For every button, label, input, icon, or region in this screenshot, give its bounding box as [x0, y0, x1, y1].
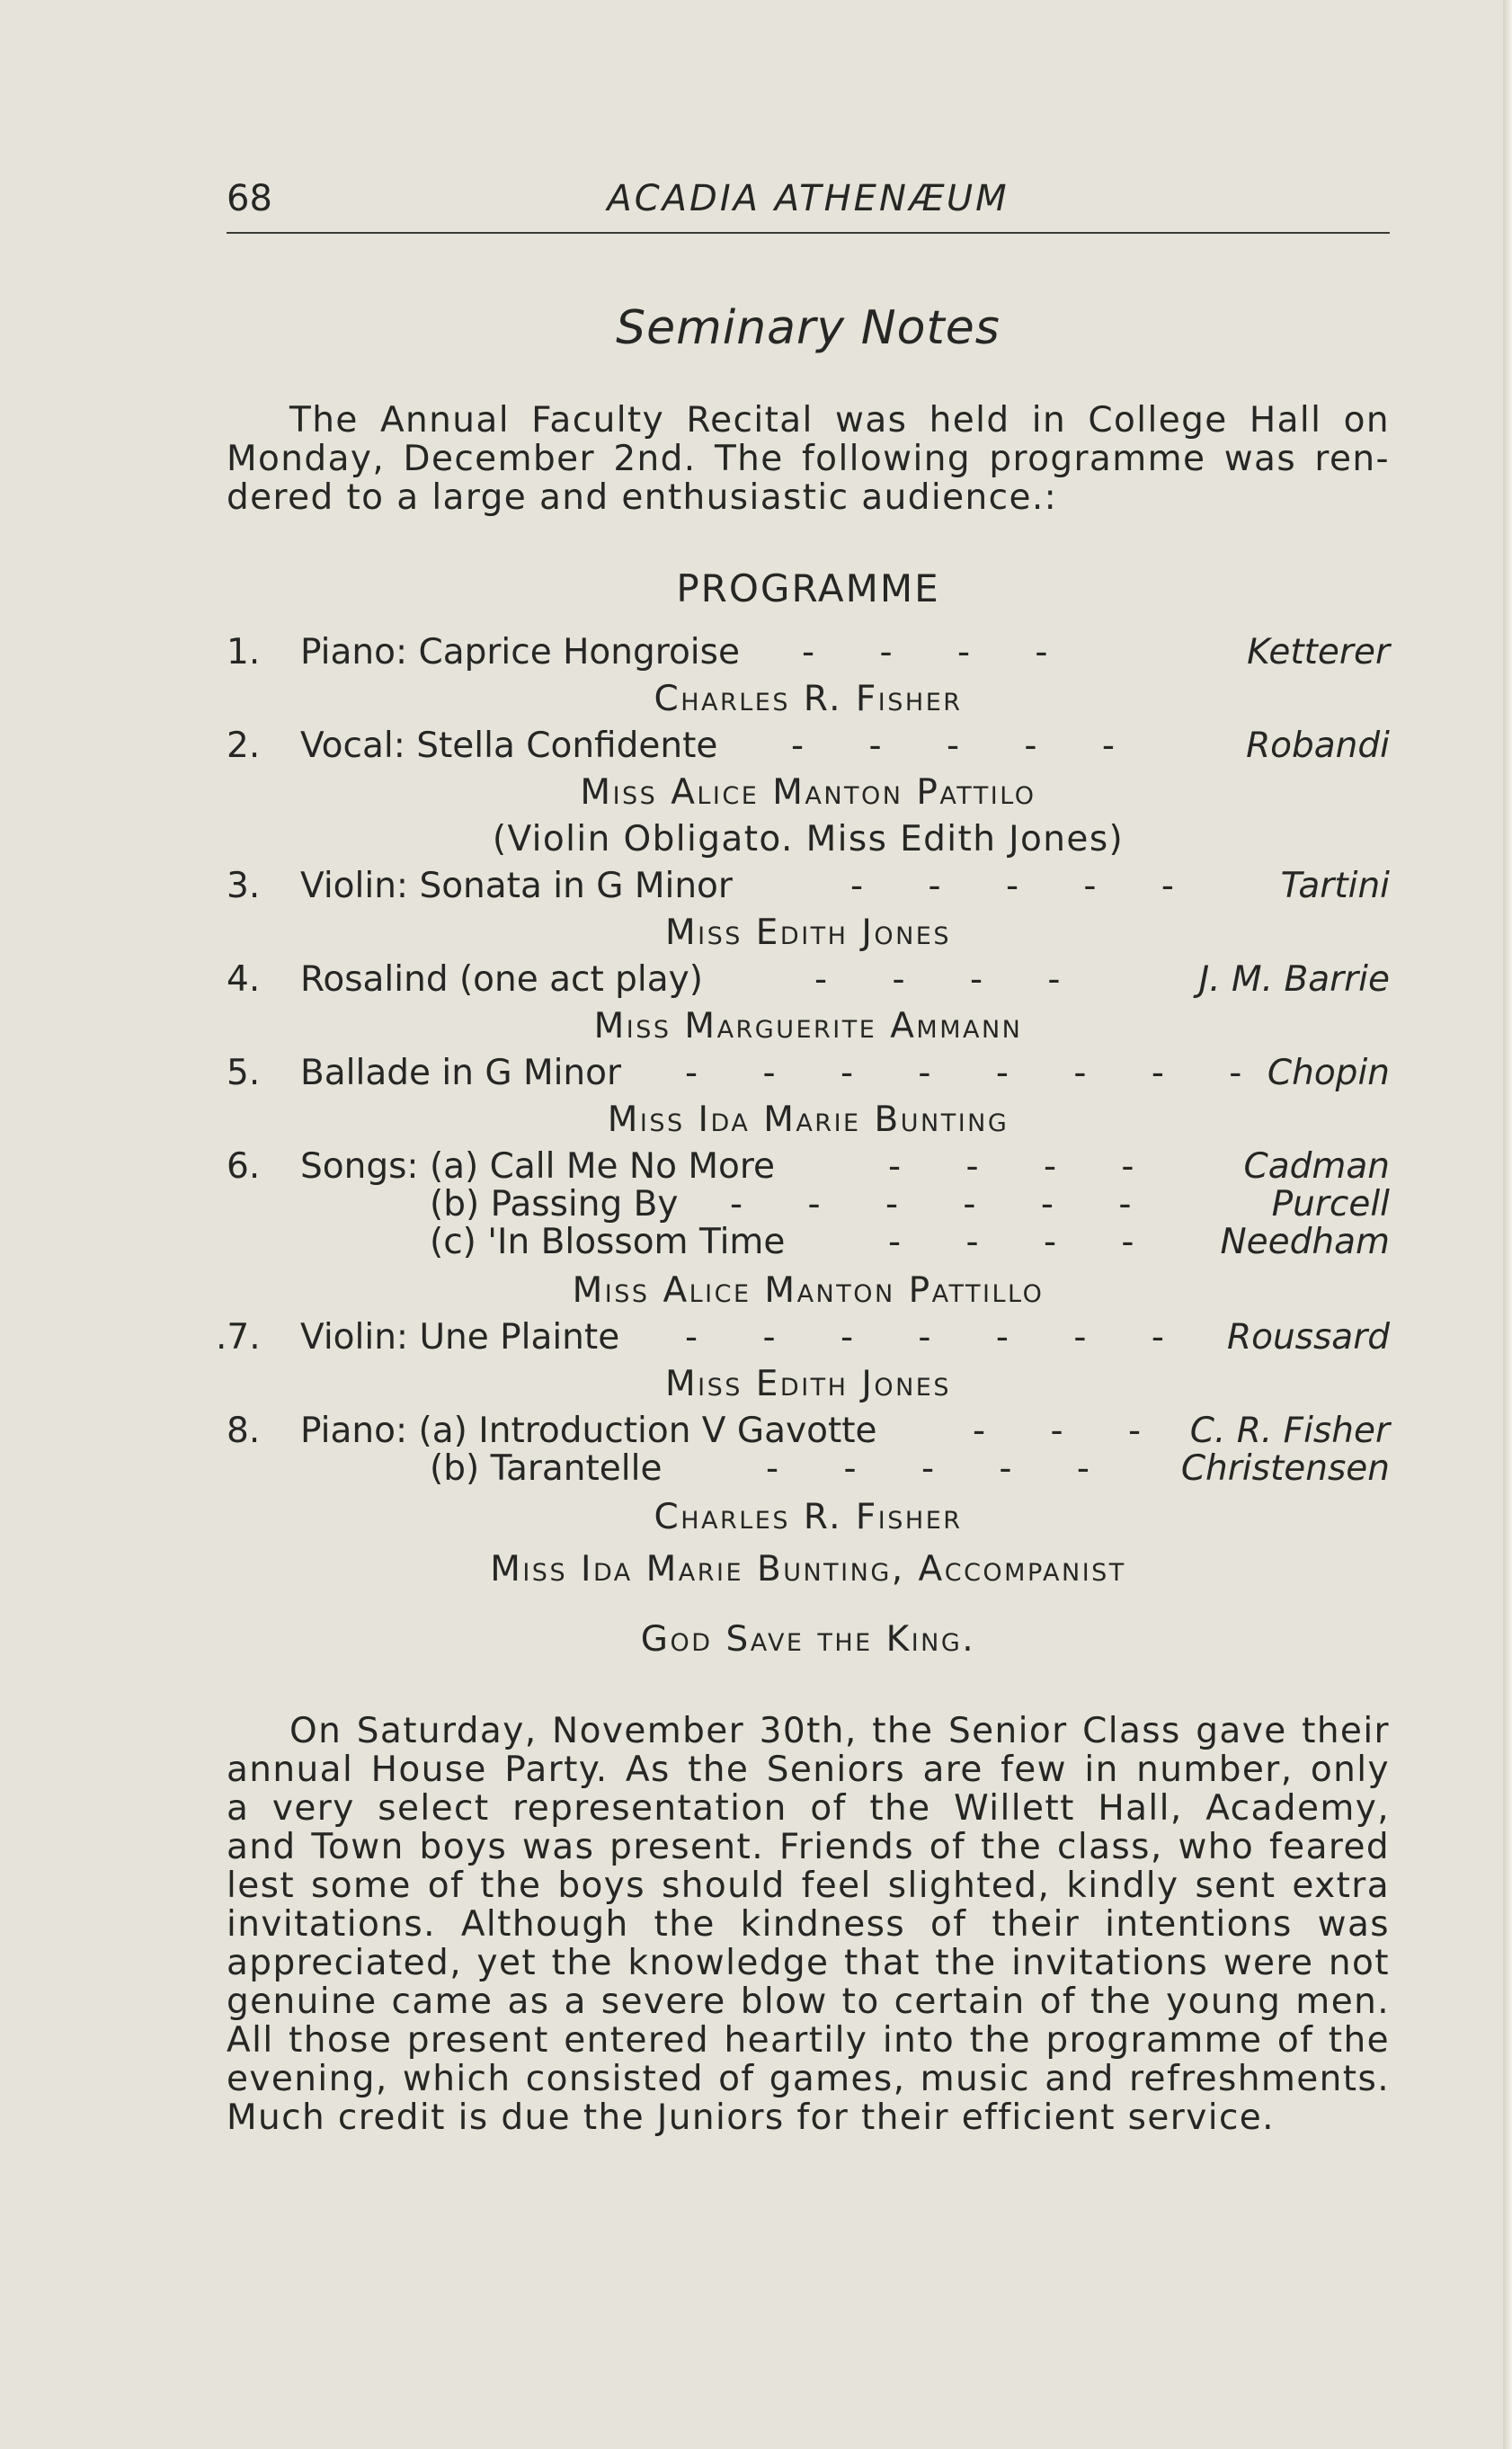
dash-leader: - - - - - - - - [685, 1053, 1269, 1093]
paragraph-line: a very select representation of the Willett Hall, Academy, [227, 1788, 1390, 1829]
accompanist-line: Miss Ida Marie Bunting, Accompanist [490, 1549, 1126, 1590]
paragraph-line: All those present entered heartily into the programme of the [227, 2020, 1390, 2061]
composer: Robandi [1246, 726, 1390, 766]
composer: C. R. Fisher [1189, 1411, 1390, 1451]
item-number: 1. [227, 632, 261, 672]
programme-heading: PROGRAMME [676, 566, 940, 610]
item-title: Vocal: Stella Confidente [300, 726, 718, 766]
paragraph-line: On Saturday, November 30th, the Senior Class gave their [289, 1711, 1390, 1751]
composer: Cadman [1243, 1146, 1390, 1187]
performer: Miss Marguerite Ammann [593, 1006, 1023, 1046]
dash-leader: - - - - [814, 959, 1088, 1000]
dash-leader: - - - - - [850, 866, 1201, 906]
item-title: (b) Passing By [430, 1184, 679, 1224]
programme-item [227, 1185, 1390, 1224]
dash-leader: - - - [973, 1411, 1169, 1451]
performer: Miss Edith Jones [664, 1364, 952, 1404]
paragraph-line: and Town boys was present. Friends of the class, who feared [227, 1827, 1390, 1867]
performer: Charles R. Fisher [654, 1497, 963, 1537]
programme-item [216, 1317, 1390, 1358]
item-title: Piano: Caprice Hongroise [300, 632, 740, 672]
paragraph-line: annual House Party. As the Seniors are few in number, only [227, 1750, 1390, 1790]
programme-item [227, 726, 1390, 766]
programme-item [227, 1054, 1390, 1093]
paragraph-line: appreciated, yet the knowledge that the invitations were not [227, 1943, 1390, 1983]
section-title: Seminary Notes [616, 301, 1001, 355]
item-number: 5. [227, 1053, 261, 1093]
performer: Miss Edith Jones [664, 913, 952, 953]
item-number: 2. [227, 726, 261, 766]
composer: Purcell [1271, 1184, 1390, 1224]
paragraph-line: invitations. Although the kindness of their intentions was [227, 1904, 1390, 1945]
item-title: (b) Tarantelle [430, 1448, 663, 1489]
item-number: 8. [227, 1411, 261, 1451]
composer: Tartini [1280, 866, 1390, 906]
composer: J. M. Barrie [1198, 959, 1390, 1000]
programme-item [227, 1412, 1390, 1451]
performer: Miss Ida Marie Bunting [607, 1100, 1009, 1140]
programme-item [227, 1449, 1390, 1489]
dash-leader: - - - - [888, 1146, 1161, 1187]
programme-item [227, 1223, 1390, 1262]
dash-leader: - - - - - - - [685, 1317, 1191, 1358]
performer: Charles R. Fisher [654, 679, 963, 719]
item-number: 4. [227, 959, 261, 1000]
dash-leader: - - - - [802, 632, 1075, 672]
performer: Miss Alice Manton Pattilo [580, 772, 1036, 813]
dash-leader: - - - - [888, 1222, 1161, 1262]
paragraph-line: genuine came as a severe blow to certain of the young men. [227, 1981, 1390, 2022]
composer: Chopin [1267, 1053, 1390, 1093]
item-title: Songs: (a) Call Me No More [300, 1146, 776, 1187]
dash-leader: - - - - - [791, 726, 1142, 766]
page-edge [1503, 0, 1512, 2449]
performer: Miss Alice Manton Pattillo [572, 1270, 1045, 1311]
paragraph-line: evening, which consisted of games, music and refreshments. [227, 2059, 1390, 2099]
item-number: 3. [227, 866, 261, 906]
performer-note: (Violin Obligato. Miss Edith Jones) [492, 819, 1125, 859]
running-title: ACADIA ATHENÆUM [607, 178, 1009, 219]
programme-item [227, 1147, 1390, 1187]
composer: Needham [1220, 1222, 1390, 1262]
paragraph-line: Much credit is due the Juniors for their efficient service. [227, 2097, 1275, 2138]
composer: Roussard [1226, 1317, 1390, 1358]
composer: Christensen [1180, 1448, 1390, 1489]
dash-leader: - - - - - [766, 1448, 1116, 1489]
paragraph-line: lest some of the boys should feel slighted, kindly sent extra [227, 1866, 1390, 1906]
programme-item [227, 633, 1390, 672]
closing-line: God Save the King. [640, 1619, 976, 1660]
item-title: Violin: Une Plainte [300, 1317, 620, 1358]
intro-line: Monday, December 2nd. The following programme was ren- [227, 439, 1390, 479]
intro-paragraph [227, 401, 1390, 517]
item-title: Ballade in G Minor [300, 1053, 622, 1093]
header-rule [227, 232, 1390, 234]
page-header [227, 178, 1390, 223]
item-title: Rosalind (one act play) [300, 959, 703, 1000]
intro-line: dered to a large and enthusiastic audience.: [227, 477, 1058, 518]
programme-item [227, 867, 1390, 906]
item-title: Piano: (a) Introduction V Gavotte [300, 1411, 877, 1451]
intro-line: The Annual Faculty Recital was held in College Hall on [289, 400, 1390, 441]
dash-leader: - - - - - - [730, 1184, 1159, 1224]
house-party-paragraph [227, 1712, 1390, 2137]
item-title: Violin: Sonata in G Minor [300, 866, 733, 906]
page-number: 68 [227, 178, 272, 219]
item-title: (c) 'In Blossom Time [430, 1222, 786, 1262]
composer: Ketterer [1247, 632, 1390, 672]
item-number: .7. [216, 1317, 261, 1358]
programme-item [227, 960, 1390, 1000]
item-number: 6. [227, 1146, 261, 1187]
